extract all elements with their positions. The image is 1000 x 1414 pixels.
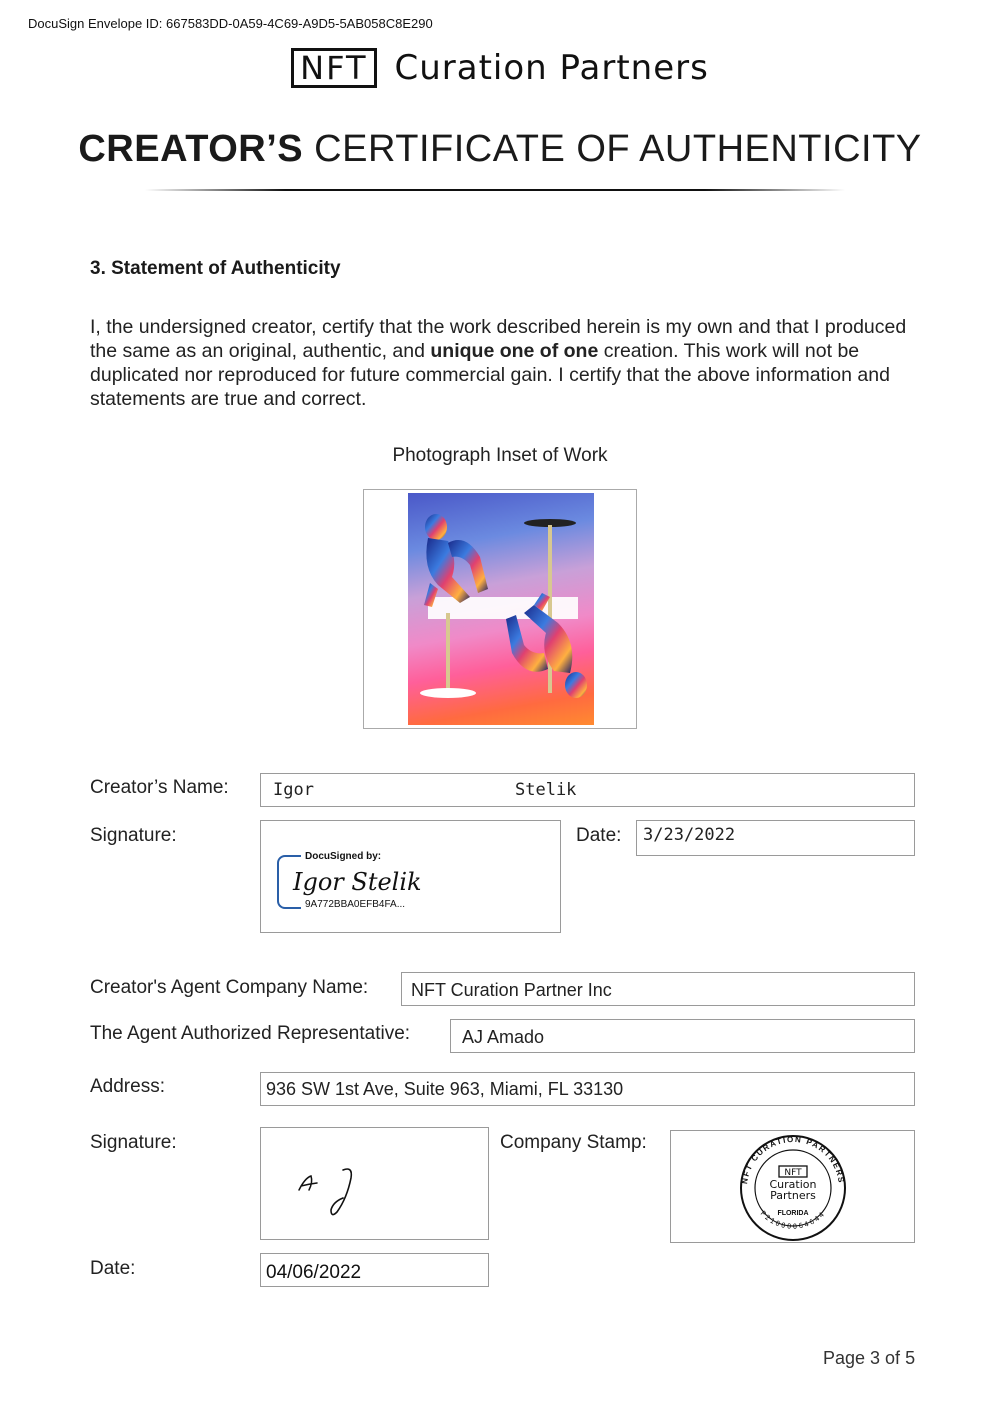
docusigned-by-label: DocuSigned by: [305, 851, 382, 862]
agent-rep-field[interactable] [450, 1019, 915, 1053]
creator-date-label: Date: [576, 825, 622, 846]
title-divider [145, 189, 845, 191]
company-logo [0, 46, 1000, 90]
agent-signature-box[interactable] [260, 1127, 489, 1240]
agent-signature-label: Signature: [90, 1132, 177, 1153]
creator-date-field[interactable] [636, 820, 915, 856]
company-stamp-box [670, 1130, 915, 1243]
stamp-inner-line2: Partners [770, 1189, 816, 1202]
artwork-image [408, 493, 594, 725]
creator-date-value: 3/23/2022 [643, 825, 736, 845]
creator-signature-box[interactable] [260, 820, 561, 933]
photo-inset-frame [363, 489, 637, 729]
title-rest: CERTIFICATE OF AUTHENTICITY [303, 128, 922, 170]
address-label: Address: [90, 1076, 165, 1097]
stamp-number: P21000064644 [758, 1209, 828, 1231]
statement-part1: I, the undersigned creator, certify that the work described herein is my own and that I produced the same as an original, authentic, and [90, 316, 907, 362]
agent-company-value: NFT Curation Partner Inc [411, 980, 612, 1000]
agent-date-field[interactable] [260, 1253, 489, 1287]
statement-part2: creation. This work will not be duplicated nor reproduced for future commercial gain. I certify that the above information and statements are true and correct. [90, 340, 890, 410]
artwork-illustration [408, 493, 594, 725]
creator-signature-text: Igor Stelik [293, 868, 422, 896]
stamp-state: FLORIDA [777, 1210, 809, 1217]
creator-last-name: Stelik [515, 780, 577, 800]
section-heading: 3. Statement of Authenticity [90, 258, 341, 279]
creator-name-field[interactable] [260, 773, 915, 807]
address-field[interactable] [260, 1072, 915, 1106]
agent-company-label: Creator's Agent Company Name: [90, 977, 369, 998]
stamp-box-text: NFT [784, 1168, 802, 1178]
agent-date-label: Date: [90, 1258, 136, 1279]
company-stamp-seal [671, 1131, 916, 1244]
docusign-id: 9A772BBA0EFB4FA... [305, 899, 406, 910]
agent-date-value: 04/06/2022 [266, 1262, 362, 1283]
authenticity-statement [90, 315, 920, 411]
title-bold: CREATOR’S [78, 128, 304, 170]
logo-nft-box: NFT [291, 48, 376, 88]
creator-name-label: Creator’s Name: [90, 777, 229, 798]
photo-caption: Photograph Inset of Work [392, 445, 608, 466]
creator-signature-label: Signature: [90, 825, 177, 846]
statement-bold: unique one of one [430, 340, 599, 362]
stamp-inner-line1: Curation [769, 1178, 817, 1191]
page-title [0, 128, 1000, 171]
agent-signature-drawing [261, 1128, 490, 1241]
agent-rep-value: AJ Amado [462, 1027, 545, 1047]
page-number: Page 3 of 5 [823, 1348, 916, 1368]
agent-company-field[interactable] [401, 972, 915, 1006]
envelope-id: DocuSign Envelope ID: 667583DD-0A59-4C69-A9D5-5AB058C8E290 [28, 16, 433, 31]
company-stamp-label: Company Stamp: [500, 1132, 647, 1153]
address-value: 936 SW 1st Ave, Suite 963, Miami, FL 33130 [266, 1079, 624, 1099]
stamp-ring-text: NFT CURATION PARTNERS [740, 1134, 846, 1185]
logo-text: Curation Partners [394, 48, 709, 88]
agent-rep-label: The Agent Authorized Representative: [90, 1023, 411, 1044]
creator-first-name: Igor [273, 780, 314, 800]
